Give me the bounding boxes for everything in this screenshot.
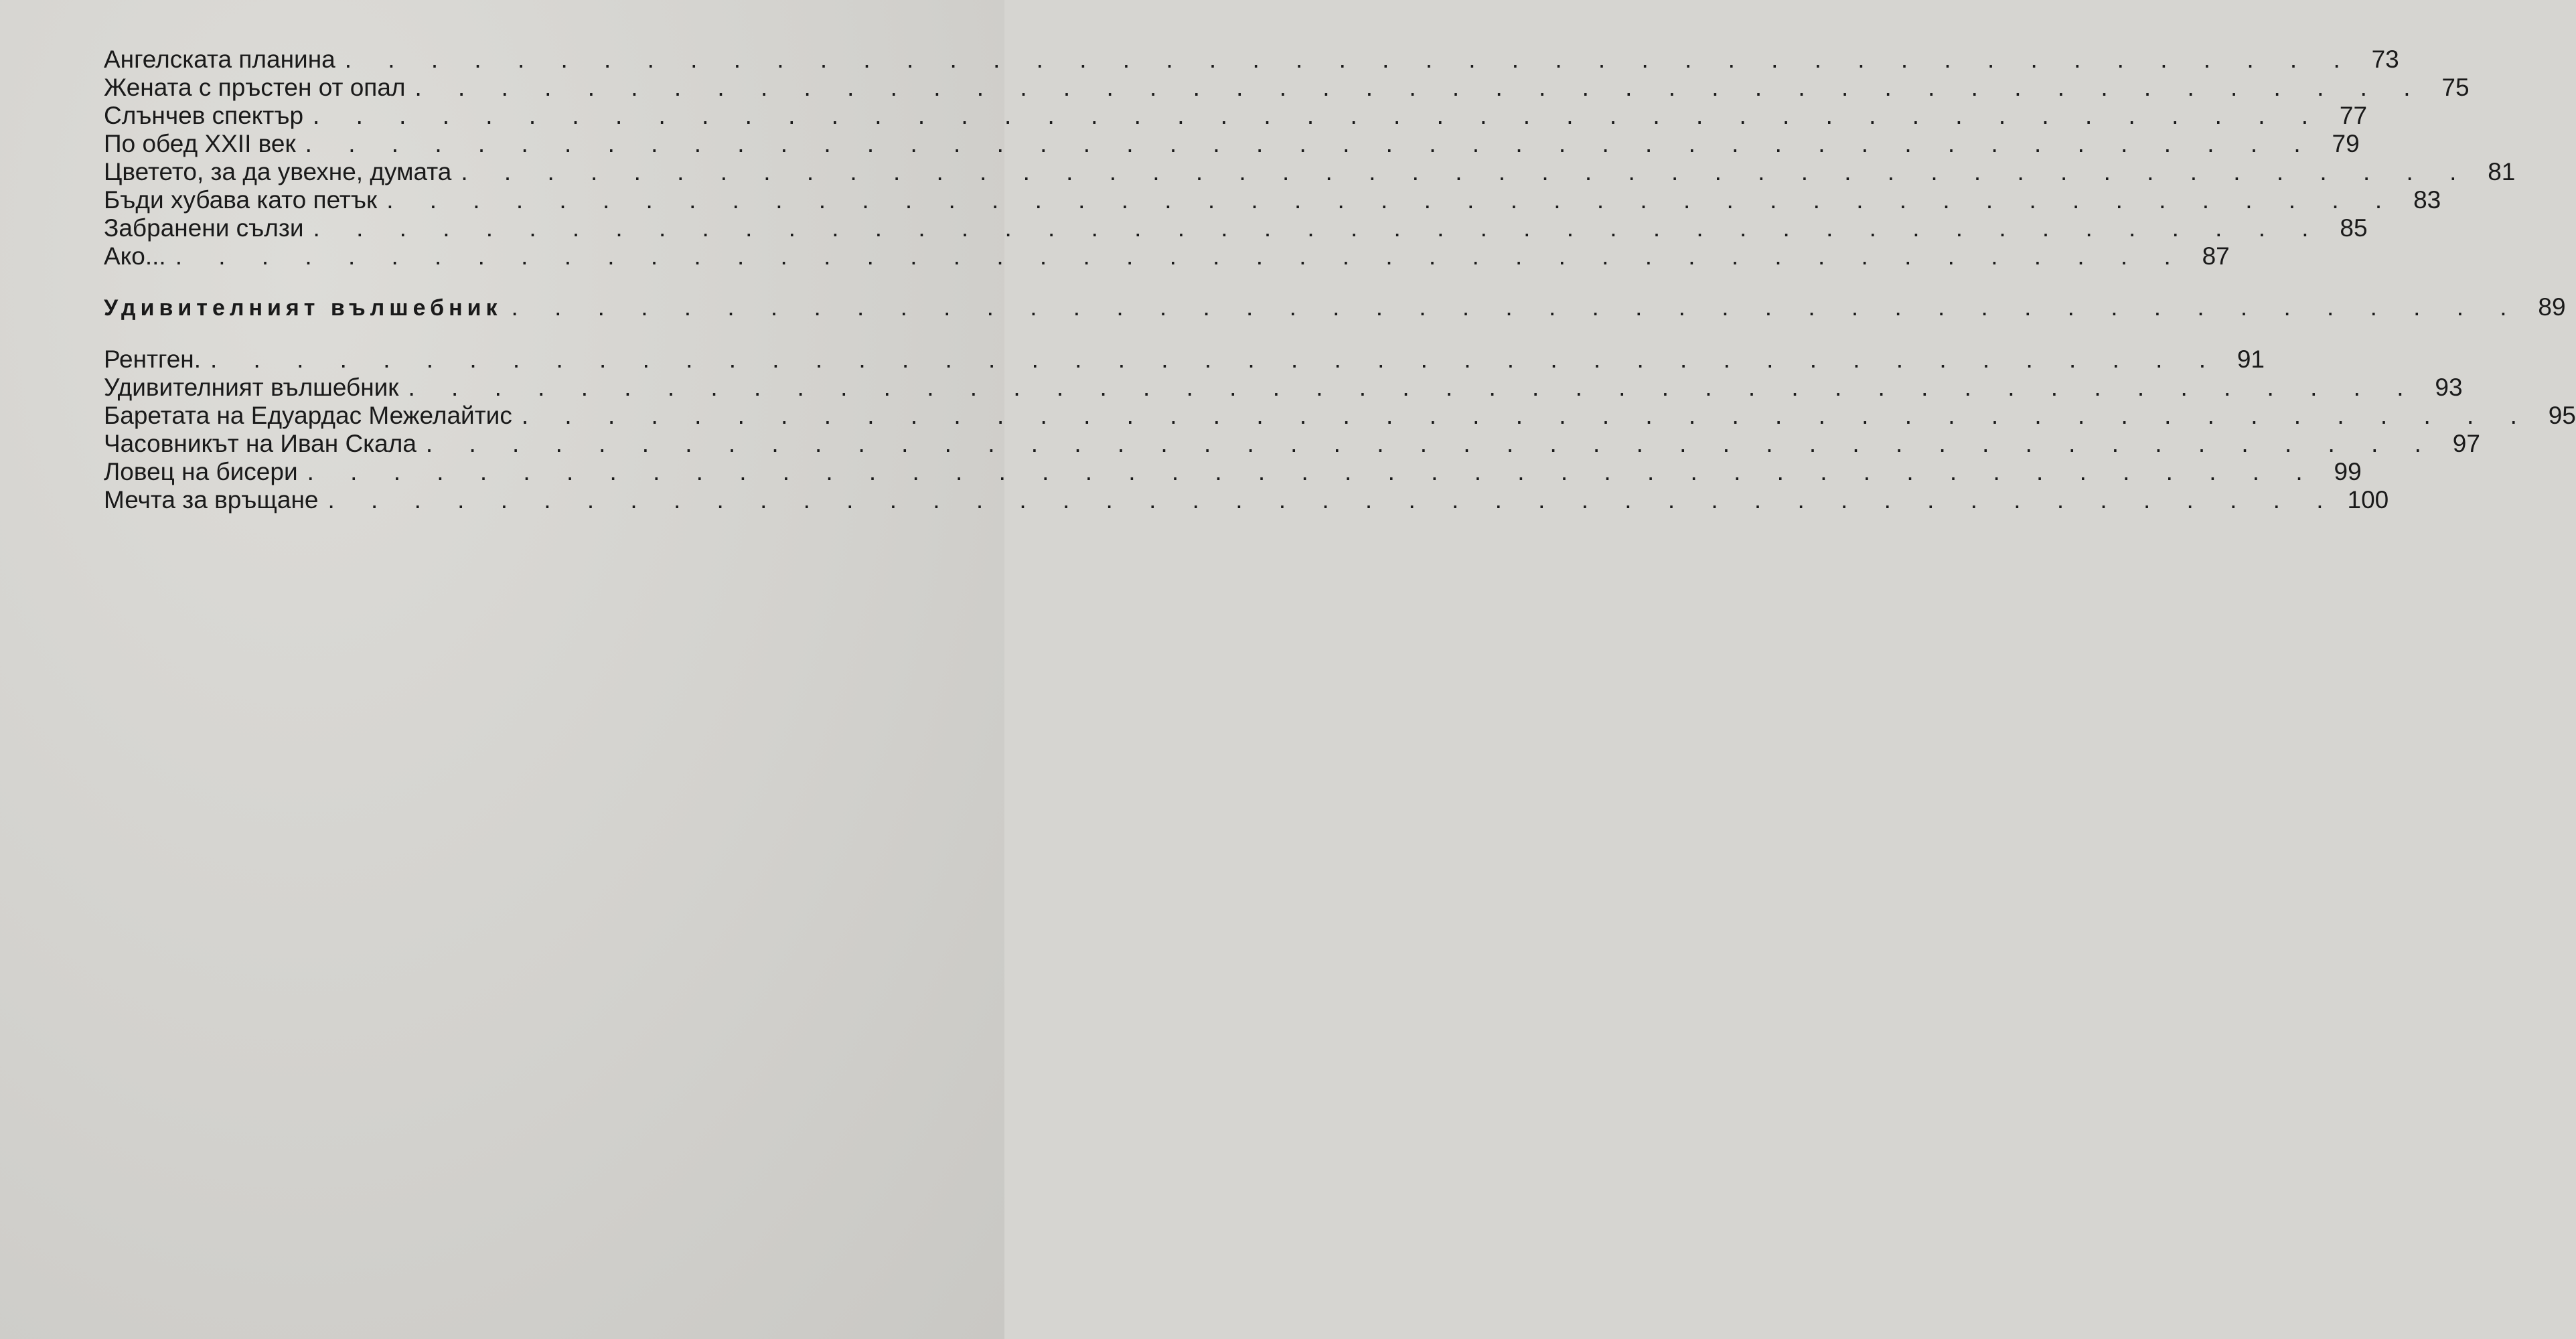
toc-entry (104, 46, 2399, 74)
toc-entry-title: Баретата на Едуардас Межелайтис (104, 402, 512, 429)
dot-leader: . . . . . . . . . . . . . . . . . . . . . . . . . . . . . . . . . . . . . . . . . . . . . . . (408, 374, 2419, 401)
toc-entry-title: Ловец на бисери (104, 458, 298, 485)
toc-entry-title: Ако... (104, 242, 166, 270)
toc-entry-page: 81 (2488, 158, 2516, 185)
toc-entry-page: 99 (2334, 458, 2362, 485)
toc-entry-title: Рентген. (104, 345, 201, 373)
toc-entry-page: 91 (2237, 345, 2265, 373)
dot-leader: . . . . . . . . . . . . . . . . . . . . . . . . . . . . . . . . . . . . . . . . . . . . . . . (313, 214, 2324, 242)
dot-leader: . . . . . . . . . . . . . . . . . . . . . . . . . . . . . . . . . . . . . . . . . . . . . . . (521, 402, 2532, 429)
dot-leader: . . . . . . . . . . . . . . . . . . . . . . . . . . . . . . . . . . . . . . . . . . . . . . . (461, 158, 2472, 185)
toc-entry-title: Мечта за връщане (104, 486, 319, 514)
toc-entry-page: 83 (2413, 186, 2441, 214)
toc-entry-title: Слънчев спектър (104, 102, 304, 129)
toc-entry (104, 158, 2516, 186)
toc-entry-title: Жената с пръстен от опал (104, 74, 406, 101)
section-page: 89 (2538, 293, 2566, 321)
toc-entry-page: 73 (2371, 46, 2399, 73)
dot-leader: . . . . . . . . . . . . . . . . . . . . . . . . . . . . . . . . . . . . . . . . . . . . . . . (313, 102, 2324, 129)
toc-entry (104, 242, 2230, 270)
dot-leader: . . . . . . . . . . . . . . . . . . . . . . . . . . . . . . . . . . . . . . . . . . . . . . . (305, 130, 2316, 157)
dot-leader: . . . . . . . . . . . . . . . . . . . . . . . . . . . . . . . . . . . . . . . . . . . . . . . (175, 242, 2186, 270)
dot-leader: . . . . . . . . . . . . . . . . . . . . . . . . . . . . . . . . . . . . . . . . . . . . . . . (210, 345, 2221, 373)
toc-entry (104, 102, 2368, 130)
toc-entry-title: Бъди хубава като петък (104, 186, 378, 214)
toc-entry-page: 79 (2332, 130, 2360, 157)
toc-entry-title: По обед XXII век (104, 130, 296, 157)
toc-entry (104, 130, 2360, 158)
toc-entry (104, 458, 2362, 486)
toc-section-heading (104, 293, 2566, 321)
toc-entry-title: Цветето, за да увехне, думата (104, 158, 452, 185)
toc-entry (104, 345, 2265, 374)
toc-entry-title: Удивителният вълшебник (104, 374, 399, 401)
toc-entry-page: 75 (2441, 74, 2470, 101)
toc-entry-page: 85 (2340, 214, 2368, 242)
toc-entry (104, 186, 2441, 214)
toc-entry-page: 95 (2548, 402, 2576, 429)
dot-leader: . . . . . . . . . . . . . . . . . . . . . . . . . . . . . . . . . . . . . . . . . . . . . . . (307, 458, 2318, 485)
dot-leader: . . . . . . . . . . . . . . . . . . . . . . . . . . . . . . . . . . . . . . . . . . . . . . . (386, 186, 2397, 214)
toc-entry (104, 486, 2389, 514)
toc-entry-title: Забранени сълзи (104, 214, 304, 242)
section-title: Удивителният вълшебник (104, 295, 502, 321)
toc-entry-page: 87 (2202, 242, 2230, 270)
dot-leader: . . . . . . . . . . . . . . . . . . . . . . . . . . . . . . . . . . . . . . . . . . . . . . . (327, 486, 2338, 514)
toc-entry-page: 100 (2347, 486, 2389, 514)
dot-leader: . . . . . . . . . . . . . . . . . . . . . . . . . . . . . . . . . . . . . . . . . . . . . . . (344, 46, 2355, 73)
table-of-contents (104, 46, 2576, 514)
toc-entry (104, 74, 2470, 102)
toc-entry (104, 374, 2463, 402)
dot-leader: . . . . . . . . . . . . . . . . . . . . . . . . . . . . . . . . . . . . . . . . . . . . . . . (511, 293, 2522, 321)
toc-entry-page: 97 (2452, 430, 2480, 457)
toc-entry-page: 93 (2435, 374, 2463, 401)
toc-entry-title: Ангелската планина (104, 46, 335, 73)
toc-entry (104, 214, 2368, 242)
toc-entry (104, 402, 2576, 430)
dot-leader: . . . . . . . . . . . . . . . . . . . . . . . . . . . . . . . . . . . . . . . . . . . . . . . (414, 74, 2425, 101)
toc-entry-title: Часовникът на Иван Скала (104, 430, 416, 457)
toc-entry-page: 77 (2339, 102, 2368, 129)
dot-leader: . . . . . . . . . . . . . . . . . . . . . . . . . . . . . . . . . . . . . . . . . . . . . . . (425, 430, 2436, 457)
toc-entry (104, 430, 2480, 458)
